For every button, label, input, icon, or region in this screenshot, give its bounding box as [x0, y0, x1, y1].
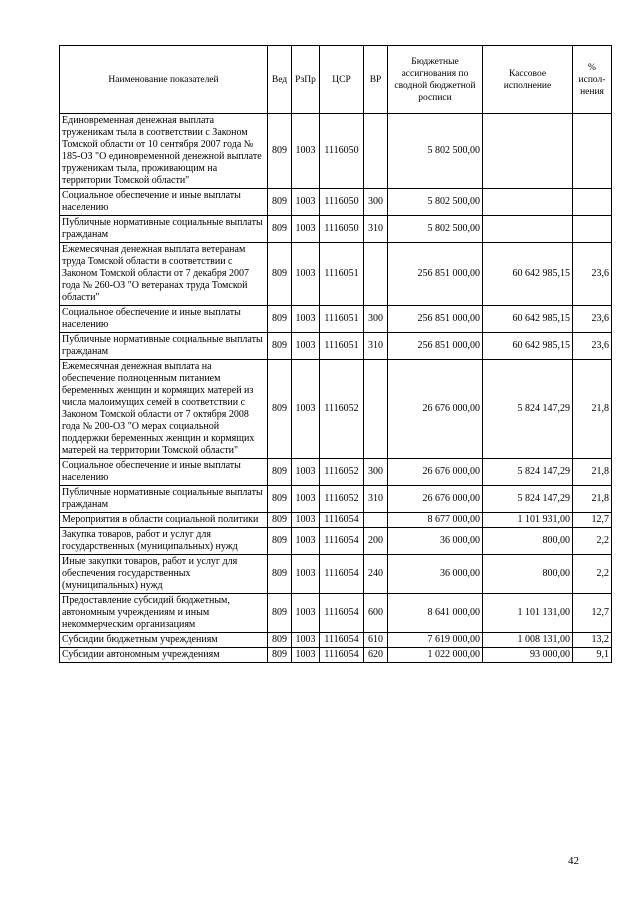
cell-cash: [483, 114, 573, 189]
cell-assignments: 256 851 000,00: [388, 333, 483, 360]
cell-ved: 809: [268, 633, 292, 648]
cell-name: Ежемесячная денежная выплата на обеспечение полноценным питанием беременных женщин и кормящих матерей из числа малоимущих семей в соответствии с Законом Томской области от 7 октября 2008 года № 200-ОЗ "О мерах социальной поддержки беременных женщин и кормящих матерей на территории Томской области": [60, 360, 268, 459]
cell-name: Мероприятия в области социальной политики: [60, 513, 268, 528]
table-row: [60, 486, 612, 513]
cell-vr: 600: [364, 594, 388, 633]
cell-cash: 5 824 147,29: [483, 360, 573, 459]
cell-ved: 809: [268, 306, 292, 333]
cell-rzpr: 1003: [292, 633, 320, 648]
cell-cash: 1 101 931,00: [483, 513, 573, 528]
cell-csr: 1116054: [320, 555, 364, 594]
cell-ved: 809: [268, 594, 292, 633]
cell-percent: [573, 189, 612, 216]
header-name: Наименование показателей: [60, 46, 268, 114]
table-row: [60, 648, 612, 663]
table-row: [60, 216, 612, 243]
cell-percent: 23,6: [573, 243, 612, 306]
cell-percent: 21,8: [573, 459, 612, 486]
cell-vr: 300: [364, 459, 388, 486]
cell-rzpr: 1003: [292, 306, 320, 333]
cell-rzpr: 1003: [292, 528, 320, 555]
table-row: [60, 360, 612, 459]
cell-vr: 620: [364, 648, 388, 663]
header-csr: ЦСР: [320, 46, 364, 114]
cell-rzpr: 1003: [292, 114, 320, 189]
cell-rzpr: 1003: [292, 555, 320, 594]
cell-assignments: 5 802 500,00: [388, 114, 483, 189]
cell-assignments: 26 676 000,00: [388, 459, 483, 486]
header-rzpr: РзПр: [292, 46, 320, 114]
cell-rzpr: 1003: [292, 216, 320, 243]
cell-name: Социальное обеспечение и иные выплаты населению: [60, 459, 268, 486]
cell-csr: 1116054: [320, 513, 364, 528]
cell-assignments: 1 022 000,00: [388, 648, 483, 663]
page-number: 42: [568, 855, 579, 867]
cell-name: Единовременная денежная выплата труженикам тыла в соответствии с Законом Томской области от 10 сентября 2007 года № 185-ОЗ "О единовременной денежной выплате труженикам тыла, проживающим на территории Томской области": [60, 114, 268, 189]
cell-percent: [573, 216, 612, 243]
cell-cash: [483, 216, 573, 243]
cell-assignments: 256 851 000,00: [388, 243, 483, 306]
cell-vr: 310: [364, 333, 388, 360]
cell-csr: 1116051: [320, 243, 364, 306]
cell-cash: 1 101 131,00: [483, 594, 573, 633]
cell-percent: 23,6: [573, 306, 612, 333]
cell-assignments: 8 677 000,00: [388, 513, 483, 528]
cell-cash: [483, 189, 573, 216]
cell-csr: 1116051: [320, 333, 364, 360]
cell-name: Закупка товаров, работ и услуг для государственных (муниципальных) нужд: [60, 528, 268, 555]
cell-cash: 60 642 985,15: [483, 306, 573, 333]
cell-csr: 1116050: [320, 189, 364, 216]
cell-percent: 12,7: [573, 513, 612, 528]
cell-name: Социальное обеспечение и иные выплаты населению: [60, 306, 268, 333]
cell-percent: 13,2: [573, 633, 612, 648]
cell-vr: [364, 243, 388, 306]
cell-ved: 809: [268, 360, 292, 459]
cell-name: Публичные нормативные социальные выплаты гражданам: [60, 486, 268, 513]
cell-ved: 809: [268, 459, 292, 486]
cell-assignments: 5 802 500,00: [388, 216, 483, 243]
cell-vr: 200: [364, 528, 388, 555]
cell-vr: 610: [364, 633, 388, 648]
cell-percent: 2,2: [573, 528, 612, 555]
cell-ved: 809: [268, 216, 292, 243]
table-row: [60, 528, 612, 555]
cell-assignments: 5 802 500,00: [388, 189, 483, 216]
cell-assignments: 26 676 000,00: [388, 486, 483, 513]
cell-name: Социальное обеспечение и иные выплаты населению: [60, 189, 268, 216]
cell-ved: 809: [268, 555, 292, 594]
cell-ved: 809: [268, 189, 292, 216]
cell-ved: 809: [268, 114, 292, 189]
cell-cash: 5 824 147,29: [483, 486, 573, 513]
cell-vr: 310: [364, 486, 388, 513]
cell-rzpr: 1003: [292, 486, 320, 513]
cell-name: Публичные нормативные социальные выплаты гражданам: [60, 216, 268, 243]
cell-ved: 809: [268, 243, 292, 306]
table-row: [60, 594, 612, 633]
cell-vr: 240: [364, 555, 388, 594]
table-row: [60, 306, 612, 333]
cell-assignments: 36 000,00: [388, 528, 483, 555]
cell-assignments: 256 851 000,00: [388, 306, 483, 333]
cell-ved: 809: [268, 528, 292, 555]
cell-cash: 60 642 985,15: [483, 243, 573, 306]
cell-cash: 93 000,00: [483, 648, 573, 663]
cell-cash: 800,00: [483, 555, 573, 594]
table-row: [60, 513, 612, 528]
cell-ved: 809: [268, 648, 292, 663]
cell-percent: 12,7: [573, 594, 612, 633]
cell-rzpr: 1003: [292, 243, 320, 306]
cell-ved: 809: [268, 333, 292, 360]
cell-rzpr: 1003: [292, 333, 320, 360]
header-vr: ВР: [364, 46, 388, 114]
cell-name: Субсидии бюджетным учреждениям: [60, 633, 268, 648]
cell-csr: 1116050: [320, 114, 364, 189]
cell-percent: 21,8: [573, 360, 612, 459]
cell-percent: 9,1: [573, 648, 612, 663]
header-assignments: Бюджетные ассигнования по сводной бюджетной росписи: [388, 46, 483, 114]
cell-rzpr: 1003: [292, 189, 320, 216]
cell-assignments: 36 000,00: [388, 555, 483, 594]
cell-percent: 23,6: [573, 333, 612, 360]
cell-vr: [364, 114, 388, 189]
header-ved: Вед: [268, 46, 292, 114]
table-row: [60, 633, 612, 648]
cell-csr: 1116051: [320, 306, 364, 333]
cell-cash: 5 824 147,29: [483, 459, 573, 486]
cell-cash: 1 008 131,00: [483, 633, 573, 648]
cell-csr: 1116052: [320, 360, 364, 459]
cell-vr: 300: [364, 189, 388, 216]
cell-assignments: 26 676 000,00: [388, 360, 483, 459]
cell-csr: 1116054: [320, 648, 364, 663]
table-row: [60, 189, 612, 216]
cell-vr: [364, 513, 388, 528]
table-row: [60, 459, 612, 486]
cell-rzpr: 1003: [292, 459, 320, 486]
cell-csr: 1116050: [320, 216, 364, 243]
cell-name: Предоставление субсидий бюджетным, автономным учреждениям и иным некоммерческим организациям: [60, 594, 268, 633]
table-row: [60, 243, 612, 306]
cell-percent: 21,8: [573, 486, 612, 513]
cell-name: Иные закупки товаров, работ и услуг для обеспечения государственных (муниципальных) нужд: [60, 555, 268, 594]
cell-percent: 2,2: [573, 555, 612, 594]
cell-vr: [364, 360, 388, 459]
cell-name: Публичные нормативные социальные выплаты гражданам: [60, 333, 268, 360]
cell-csr: 1116052: [320, 459, 364, 486]
table-row: [60, 555, 612, 594]
cell-assignments: 7 619 000,00: [388, 633, 483, 648]
cell-ved: 809: [268, 513, 292, 528]
table-body: [60, 114, 612, 663]
cell-vr: 300: [364, 306, 388, 333]
cell-name: Субсидии автономным учреждениям: [60, 648, 268, 663]
cell-rzpr: 1003: [292, 360, 320, 459]
header-row: [60, 46, 612, 114]
cell-csr: 1116054: [320, 594, 364, 633]
cell-rzpr: 1003: [292, 513, 320, 528]
cell-name: Ежемесячная денежная выплата ветеранам труда Томской области в соответствии с Законом Томской области от 7 декабря 2007 года № 260-ОЗ "О ветеранах труда Томской области": [60, 243, 268, 306]
cell-cash: 800,00: [483, 528, 573, 555]
budget-table: [59, 45, 612, 663]
cell-percent: [573, 114, 612, 189]
cell-csr: 1116052: [320, 486, 364, 513]
cell-rzpr: 1003: [292, 648, 320, 663]
table-row: [60, 333, 612, 360]
cell-cash: 60 642 985,15: [483, 333, 573, 360]
cell-csr: 1116054: [320, 633, 364, 648]
cell-ved: 809: [268, 486, 292, 513]
header-cash: Кассовое исполнение: [483, 46, 573, 114]
cell-assignments: 8 641 000,00: [388, 594, 483, 633]
cell-csr: 1116054: [320, 528, 364, 555]
cell-vr: 310: [364, 216, 388, 243]
table-row: [60, 114, 612, 189]
header-percent: % испол-нения: [573, 46, 612, 114]
cell-rzpr: 1003: [292, 594, 320, 633]
